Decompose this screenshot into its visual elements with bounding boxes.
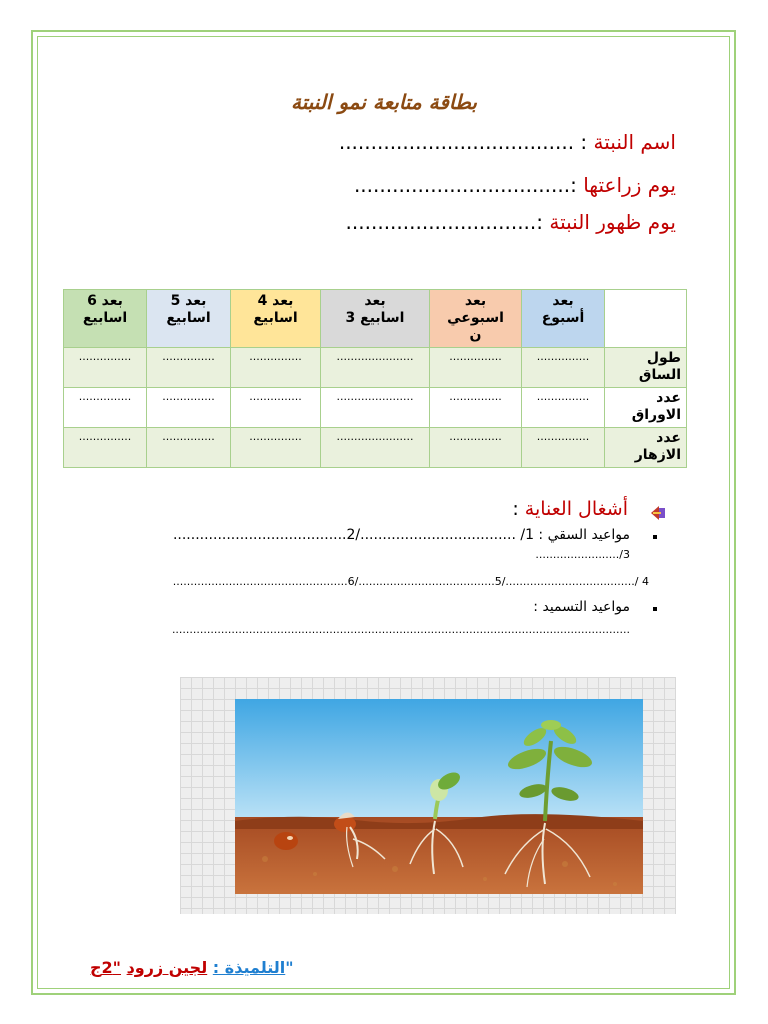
watering-schedule-line: مواعيد السقي : 1/ .................................../2.......................................	[172, 527, 630, 543]
field-plant-name-dots: .....................................	[338, 130, 575, 154]
care-heading: أشغال العناية :	[512, 498, 628, 520]
cell-dots[interactable]: ...............	[147, 388, 231, 428]
header-corner	[605, 290, 687, 348]
cell-dots[interactable]: ...............	[430, 348, 522, 388]
cell-dots[interactable]: ...............	[64, 388, 147, 428]
header-week-6: بعد 6 اسابيع	[64, 290, 147, 348]
cell-dots[interactable]: ......................	[321, 428, 430, 468]
student-class: "2ج	[90, 958, 122, 977]
growth-table	[63, 289, 687, 468]
fertilizing-label: مواعيد التسميد :	[533, 599, 630, 615]
cell-dots[interactable]: ...............	[64, 348, 147, 388]
field-planting-day-label: يوم زراعتها	[583, 173, 676, 197]
student-open-quote: "	[285, 958, 294, 977]
table-row	[64, 428, 687, 468]
watering-schedule-line-2: 3/........................	[535, 548, 630, 561]
field-sprouting-day	[346, 210, 676, 234]
plant-growth-stages-illustration	[235, 699, 643, 894]
table-header-row	[64, 290, 687, 348]
page-title: بطاقة متابعة نمو النبتة	[291, 90, 477, 114]
cell-dots[interactable]: ...............	[430, 428, 522, 468]
row-label-leaf-count: عدد الاوراق	[605, 388, 687, 428]
field-planting-day	[354, 173, 676, 197]
field-sprouting-day-sep: :	[536, 210, 550, 234]
field-sprouting-day-label: يوم ظهور النبتة	[549, 210, 676, 234]
field-plant-name-sep: :	[574, 130, 594, 154]
student-name-line	[90, 958, 294, 977]
field-sprouting-day-dots: ..............................	[345, 210, 537, 234]
field-planting-day-dots: ..................................	[353, 173, 571, 197]
cell-dots[interactable]: ......................	[321, 388, 430, 428]
cell-dots[interactable]: ...............	[147, 428, 231, 468]
table-row	[64, 388, 687, 428]
header-week-3: بعد 3 اسابيع	[321, 290, 430, 348]
cell-dots[interactable]: ......................	[321, 348, 430, 388]
list-bullet	[653, 607, 657, 611]
field-plant-name	[339, 130, 676, 154]
row-label-flower-count: عدد الازهار	[605, 428, 687, 468]
cell-dots[interactable]: ...............	[147, 348, 231, 388]
table-row	[64, 348, 687, 388]
header-week-4: بعد 4 اسابيع	[231, 290, 321, 348]
header-week-2: بعد اسبوعي ن	[430, 290, 522, 348]
cell-dots[interactable]: ...............	[522, 428, 605, 468]
header-week-5: بعد 5 اسابيع	[147, 290, 231, 348]
cell-dots[interactable]: ...............	[231, 428, 321, 468]
cell-dots[interactable]: ...............	[522, 348, 605, 388]
header-week-1: بعد أسبوع	[522, 290, 605, 348]
cell-dots[interactable]: ...............	[231, 388, 321, 428]
field-planting-day-sep: :	[570, 173, 584, 197]
cell-dots[interactable]: ...............	[64, 428, 147, 468]
student-label: التلميذة :	[212, 958, 286, 977]
cell-dots[interactable]: ...............	[430, 388, 522, 428]
student-name: لجين زرود	[126, 958, 208, 977]
cell-dots[interactable]: ...............	[231, 348, 321, 388]
list-bullet	[653, 535, 657, 539]
row-label-stem-length: طول الساق	[605, 348, 687, 388]
fertilizing-dots: ...................................................................................................................................	[171, 623, 630, 636]
watering-schedule-line-3: 4 /...................................../5......................................./6..................................................	[172, 575, 649, 588]
field-plant-name-label: اسم النبتة	[593, 130, 676, 154]
arrow-bullet-icon	[650, 506, 666, 520]
cell-dots[interactable]: ...............	[522, 388, 605, 428]
